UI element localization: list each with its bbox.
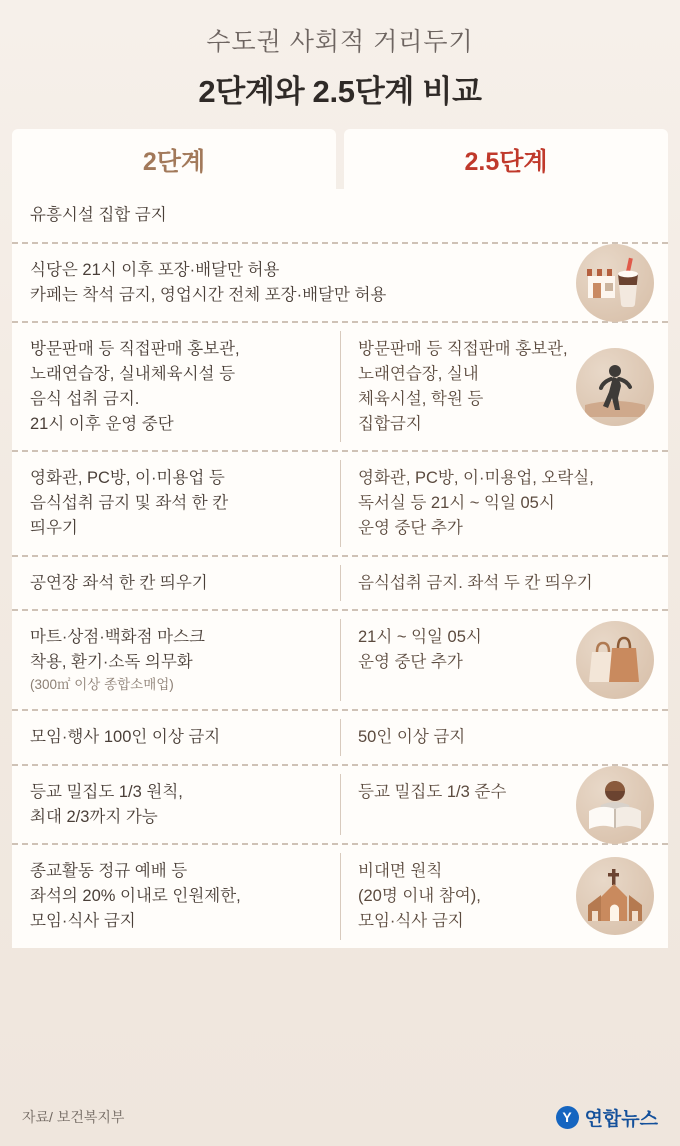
comparison-table	[12, 189, 668, 948]
reading-icon	[576, 766, 654, 844]
table-row	[12, 766, 668, 846]
row-4-left: 공연장 좌석 한 칸 띄우기	[30, 573, 208, 592]
row-5-right: 21시 ~ 익일 05시 운영 중단 추가	[358, 628, 482, 671]
column-header-stage2: 2단계	[12, 129, 336, 189]
row-1-left: 식당은 21시 이후 포장·배달만 허용 카페는 착석 금지, 영업시간 전체 포장·배달만 허용	[30, 260, 387, 304]
header	[0, 0, 680, 111]
source-label: 자료/ 보건복지부	[22, 1109, 125, 1125]
table-row	[12, 244, 668, 324]
row-7-right: 등교 밀집도 1/3 준수	[358, 782, 507, 801]
page-title: 2단계와 2.5단계 비교	[198, 74, 482, 109]
header-subtitle: 수도권 사회적 거리두기	[206, 28, 474, 56]
row-4-right: 음식섭취 금지. 좌석 두 칸 띄우기	[358, 573, 593, 592]
row-6-left: 모임·행사 100인 이상 금지	[30, 728, 221, 746]
brand-logo	[556, 1104, 658, 1131]
table-row	[12, 611, 668, 711]
row-5-left-text: 마트·상점·백화점 마스크 착용, 환기·소독 의무화	[30, 628, 205, 671]
row-5-left-note: (300㎡ 이상 종합소매업)	[30, 676, 174, 692]
row-8-right: 비대면 원칙 (20명 이내 참여), 모임·식사 금지	[358, 862, 481, 930]
column-header-stage25: 2.5단계	[344, 129, 668, 189]
row-2-right: 방문판매 등 직접판매 홍보관, 노래연습장, 실내 체육시설, 학원 등 집합금지	[358, 340, 568, 433]
footer	[0, 1088, 680, 1146]
shopping-bag-icon	[576, 621, 654, 699]
store-drink-icon	[576, 244, 654, 322]
row-0-left: 유흥시설 집합 금지	[30, 206, 167, 224]
row-3-left: 영화관, PC방, 이·미용업 등 음식섭취 금지 및 좌석 한 칸 띄우기	[30, 469, 229, 537]
table-row	[12, 711, 668, 766]
table-row	[12, 845, 668, 947]
church-icon	[576, 857, 654, 935]
row-2-left: 방문판매 등 직접판매 홍보관, 노래연습장, 실내체육시설 등 음식 섭취 금지. 21시 이후 운영 중단	[30, 340, 240, 433]
table-row	[12, 557, 668, 612]
row-5-left	[12, 611, 340, 709]
table-row	[12, 452, 668, 556]
column-headers	[12, 129, 668, 189]
table-row	[12, 323, 668, 452]
brand-mark-icon: Y	[556, 1106, 579, 1129]
row-7-left: 등교 밀집도 1/3 원칙, 최대 2/3까지 가능	[30, 782, 183, 826]
table-row	[12, 189, 668, 244]
exercise-icon	[576, 348, 654, 426]
row-6-right: 50인 이상 금지	[358, 728, 466, 746]
brand-name: 연합뉴스	[584, 1108, 658, 1130]
row-8-left: 종교활동 정규 예배 등 좌석의 20% 이내로 인원제한, 모임·식사 금지	[30, 862, 241, 930]
row-3-right: 영화관, PC방, 이·미용업, 오락실, 독서실 등 21시 ~ 익일 05시 운영 중단 추가	[358, 469, 594, 537]
